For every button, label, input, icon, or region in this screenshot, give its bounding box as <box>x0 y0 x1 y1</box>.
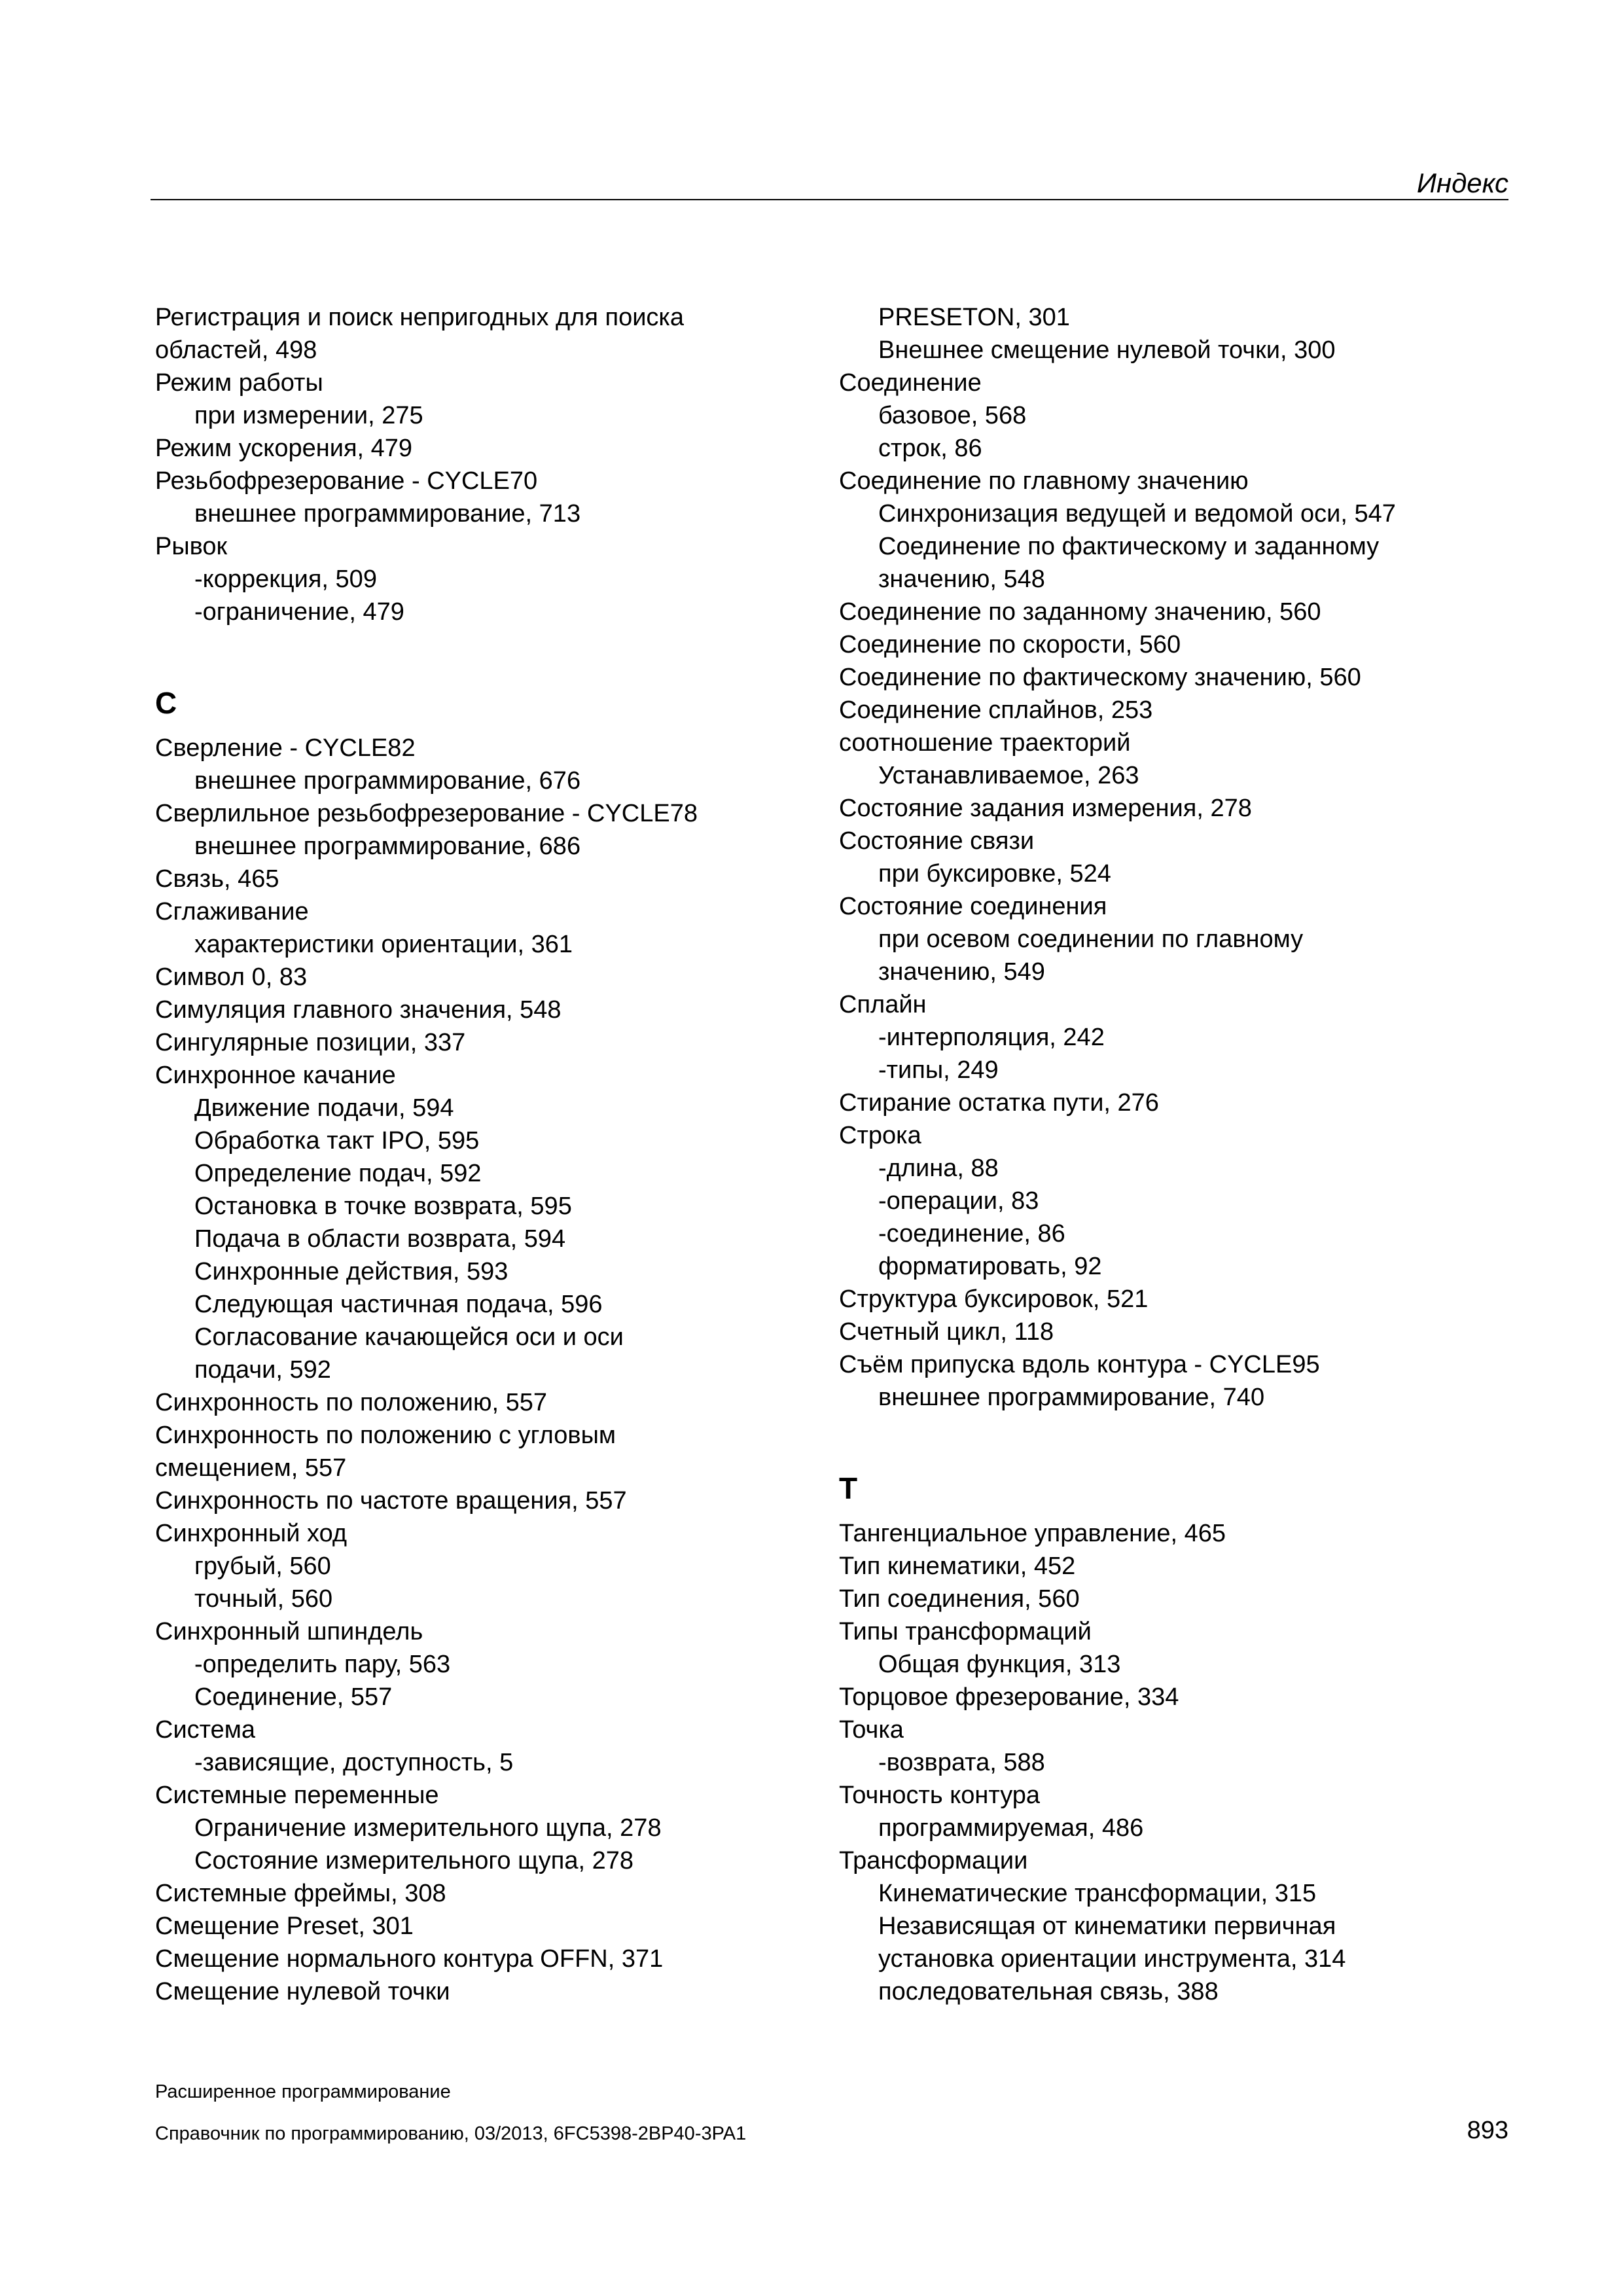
index-subentry: Синхронизация ведущей и ведомой оси, 547 <box>878 500 1396 528</box>
index-entry: Регистрация и поиск непригодных для поиска <box>155 304 685 331</box>
index-subentry: внешнее программирование, 713 <box>194 500 581 528</box>
index-entry: Сплайн <box>839 991 927 1018</box>
index-subentry: строк, 86 <box>878 435 982 462</box>
index-entry: Точность контура <box>839 1782 1041 1809</box>
index-entry: Сглаживание <box>155 898 309 925</box>
index-subentry: -операции, 83 <box>878 1187 1039 1215</box>
index-section-letter: С <box>155 686 177 720</box>
index-entry: Соединение по скорости, 560 <box>839 631 1181 658</box>
index-subentry: -типы, 249 <box>878 1056 999 1084</box>
index-subentry: Соединение по фактическому и заданному <box>878 533 1380 560</box>
index-subentry: Подача в области возврата, 594 <box>194 1225 566 1253</box>
index-entry: Симуляция главного значения, 548 <box>155 996 562 1024</box>
index-subentry: -длина, 88 <box>878 1155 999 1182</box>
index-subentry: характеристики ориентации, 361 <box>194 931 573 958</box>
index-subentry: при измерении, 275 <box>194 402 423 429</box>
index-subentry: PRESETON, 301 <box>878 304 1070 331</box>
index-section-letter: Т <box>839 1471 858 1505</box>
index-subentry: -коррекция, 509 <box>194 565 377 593</box>
index-entry: Синхронный шпиндель <box>155 1618 423 1645</box>
index-entry: Резьбофрезерование - CYCLE70 <box>155 467 538 495</box>
index-subentry: внешнее программирование, 740 <box>878 1384 1265 1411</box>
index-subentry: -соединение, 86 <box>878 1220 1065 1247</box>
index-subentry: внешнее программирование, 676 <box>194 767 581 795</box>
index-entry: Синхронное качание <box>155 1062 396 1089</box>
index-subentry: Синхронные действия, 593 <box>194 1258 508 1285</box>
index-subentry: Состояние измерительного щупа, 278 <box>194 1847 634 1874</box>
index-subentry: последовательная связь, 388 <box>878 1978 1219 2005</box>
index-subentry: Обработка такт IPO, 595 <box>194 1127 480 1155</box>
index-subentry: Остановка в точке возврата, 595 <box>194 1193 572 1220</box>
index-subentry: -ограничение, 479 <box>194 598 404 626</box>
footer-document-title: Расширенное программирование <box>155 2081 451 2102</box>
index-subentry: программируемая, 486 <box>878 1814 1144 1842</box>
index-subentry: при буксировке, 524 <box>878 860 1111 888</box>
index-subentry: -определить пару, 563 <box>194 1651 451 1678</box>
index-subentry: грубый, 560 <box>194 1552 331 1580</box>
index-entry: Синхронность по положению с угловым <box>155 1422 616 1449</box>
index-entry: Структура буксировок, 521 <box>839 1285 1149 1313</box>
index-entry: Смещение Preset, 301 <box>155 1912 414 1940</box>
footer-document-info: Справочник по программированию, 03/2013, 6FC5398-2BP40-3PA1 <box>155 2123 747 2144</box>
index-subentry: Следующая частичная подача, 596 <box>194 1291 603 1318</box>
index-entry: Связь, 465 <box>155 865 279 893</box>
index-entry: Соединение по заданному значению, 560 <box>839 598 1321 626</box>
index-entry: Символ 0, 83 <box>155 963 308 991</box>
index-entry: Тип кинематики, 452 <box>839 1552 1076 1580</box>
index-entry: Торцовое фрезерование, 334 <box>839 1683 1179 1711</box>
index-entry: Соединение по главному значению <box>839 467 1249 495</box>
index-entry: Сверление - CYCLE82 <box>155 734 416 762</box>
index-entry: Синхронный ход <box>155 1520 348 1547</box>
index-entry: Режим работы <box>155 369 323 397</box>
index-subentry: значению, 549 <box>878 958 1045 986</box>
index-entry: Системные переменные <box>155 1782 439 1809</box>
index-subentry: -возврата, 588 <box>878 1749 1045 1776</box>
index-entry: Соединение <box>839 369 982 397</box>
index-entry: Тангенциальное управление, 465 <box>839 1520 1226 1547</box>
index-subentry: Устанавливаемое, 263 <box>878 762 1139 789</box>
header-rule <box>151 199 1508 200</box>
index-entry: Тип соединения, 560 <box>839 1585 1080 1613</box>
index-entry: Система <box>155 1716 256 1744</box>
index-entry: Счетный цикл, 118 <box>839 1318 1054 1346</box>
index-subentry: при осевом соединении по главному <box>878 925 1304 953</box>
index-subentry: Определение подач, 592 <box>194 1160 482 1187</box>
index-entry: Состояние соединения <box>839 893 1107 920</box>
page-number: 893 <box>1467 2117 1508 2144</box>
index-entry: областей, 498 <box>155 336 317 364</box>
index-entry: Точка <box>839 1716 904 1744</box>
index-subentry: Ограничение измерительного щупа, 278 <box>194 1814 662 1842</box>
index-entry: Состояние задания измерения, 278 <box>839 795 1252 822</box>
index-subentry: Внешнее смещение нулевой точки, 300 <box>878 336 1336 364</box>
index-entry: Смещение нормального контура OFFN, 371 <box>155 1945 664 1973</box>
index-subentry: подачи, 592 <box>194 1356 331 1384</box>
index-entry: Стирание остатка пути, 276 <box>839 1089 1159 1117</box>
index-entry: Сингулярные позиции, 337 <box>155 1029 466 1056</box>
index-subentry: точный, 560 <box>194 1585 333 1613</box>
index-entry: смещением, 557 <box>155 1454 347 1482</box>
index-entry: Режим ускорения, 479 <box>155 435 413 462</box>
index-entry: Состояние связи <box>839 827 1035 855</box>
index-subentry: Кинематические трансформации, 315 <box>878 1880 1317 1907</box>
index-subentry: Согласование качающейся оси и оси <box>194 1323 624 1351</box>
index-entry: Системные фреймы, 308 <box>155 1880 446 1907</box>
index-subentry: -зависящие, доступность, 5 <box>194 1749 514 1776</box>
index-subentry: значению, 548 <box>878 565 1045 593</box>
index-entry: Типы трансформаций <box>839 1618 1092 1645</box>
index-subentry: установка ориентации инструмента, 314 <box>878 1945 1346 1973</box>
index-subentry: Общая функция, 313 <box>878 1651 1121 1678</box>
index-entry: Смещение нулевой точки <box>155 1978 450 2005</box>
index-subentry: внешнее программирование, 686 <box>194 833 581 860</box>
index-column-right <box>839 301 1520 2008</box>
index-subentry: -интерполяция, 242 <box>878 1024 1105 1051</box>
index-entry: Сверлильное резьбофрезерование - CYCLE78 <box>155 800 698 827</box>
index-entry: Соединение по фактическому значению, 560 <box>839 664 1361 691</box>
index-subentry: базовое, 568 <box>878 402 1027 429</box>
index-entry: Рывок <box>155 533 228 560</box>
index-subentry: форматировать, 92 <box>878 1253 1102 1280</box>
index-entry: соотношение траекторий <box>839 729 1131 757</box>
index-entry: Трансформации <box>839 1847 1028 1874</box>
page-header-title: Индекс <box>1416 168 1508 198</box>
index-entry: Соединение сплайнов, 253 <box>839 696 1153 724</box>
index-entry: Синхронность по положению, 557 <box>155 1389 548 1416</box>
index-subentry: Движение подачи, 594 <box>194 1094 454 1122</box>
index-entry: Строка <box>839 1122 921 1149</box>
index-entry: Синхронность по частоте вращения, 557 <box>155 1487 627 1515</box>
index-subentry: Соединение, 557 <box>194 1683 393 1711</box>
index-subentry: Независящая от кинематики первичная <box>878 1912 1336 1940</box>
index-column-left <box>155 301 810 2008</box>
index-entry: Съём припуска вдоль контура - CYCLE95 <box>839 1351 1320 1378</box>
